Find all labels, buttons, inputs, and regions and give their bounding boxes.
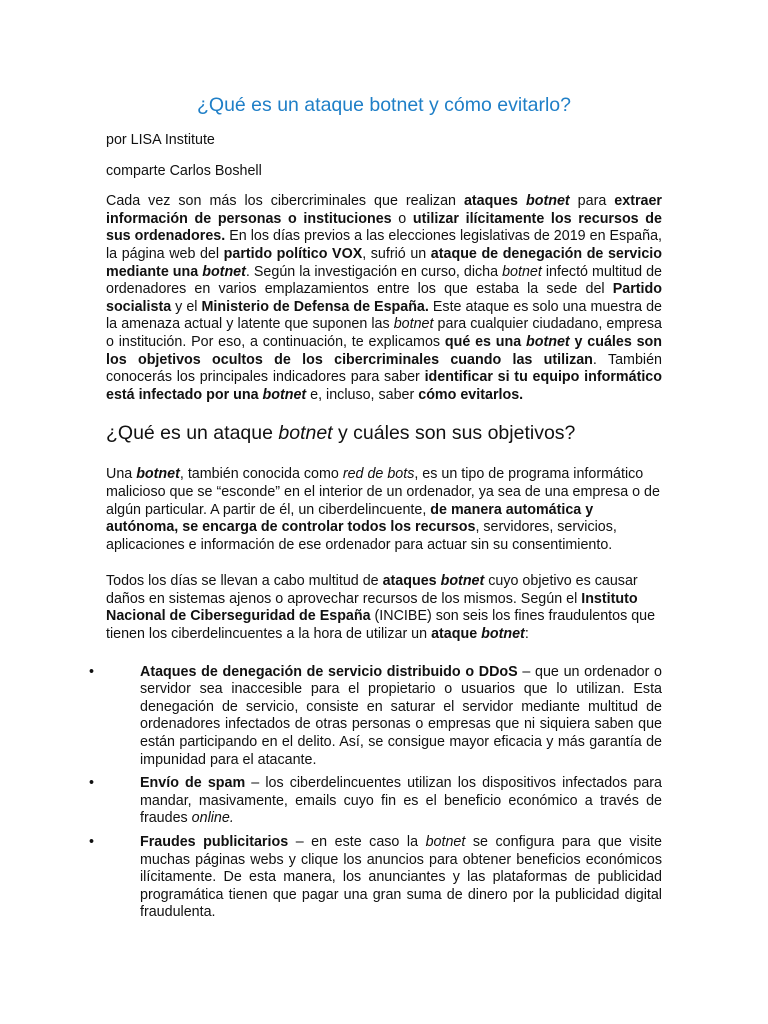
text-run: botnet: [278, 422, 333, 445]
text-run: online.: [191, 810, 234, 827]
byline: por LISA Institute: [106, 132, 215, 148]
text-run: para: [569, 193, 615, 210]
text-run: botnet: [502, 263, 542, 280]
text-run: botnet: [481, 626, 525, 643]
text-run: Cada vez son más los cibercriminales que realizan: [106, 193, 464, 210]
text-run: botnet: [425, 834, 466, 850]
text-run: qué es una: [444, 333, 527, 350]
text-run: (INCIBE) son seis los fines fraudulentos que tienen los ciberdelincuentes a la hora de utilizar un: [106, 608, 656, 643]
text-run: , también conocida como: [179, 466, 343, 483]
text-run: Ministerio de Defensa de España.: [201, 298, 429, 315]
text-run: Una: [106, 466, 137, 483]
bullet-marker: •: [89, 834, 95, 850]
text-run: partido político VOX: [223, 245, 363, 262]
text-run: ¿Qué es un ataque: [106, 422, 279, 445]
text-run: – en este caso la: [288, 834, 426, 850]
text-run: botnet: [440, 573, 485, 590]
text-run: se configura para que visite muchas páginas webs y clique los anuncios para obtener beneficios económicos ilícitamente. De esta manera, los anunciantes y las plataformas de publicidad programática tienen que pagar una gran suma de dinero por la publicidad digital fraudulenta.: [140, 834, 662, 921]
text-run: . También conocerás los principales indicadores para saber: [106, 351, 662, 386]
text-run: Este ataque es solo una muestra de la amenaza actual y latente que suponen las: [106, 298, 663, 333]
text-run: extraer información de personas o instituciones: [106, 193, 662, 227]
text-run: ataque: [431, 626, 482, 643]
text-run: identificar si tu equipo informático está infectado por una: [106, 369, 662, 403]
article-title: ¿Qué es un ataque botnet y cómo evitarlo?: [197, 94, 571, 116]
text-run: y cuáles son los objetivos ocultos de los cibercriminales cuando las utilizan: [106, 333, 662, 368]
text-run: :: [524, 626, 529, 643]
text-run: e, incluso, saber: [306, 386, 419, 403]
list-item: [89, 775, 662, 828]
text-run: red de bots: [342, 466, 415, 483]
text-run: botnet: [526, 333, 570, 350]
list-item-text: [140, 664, 662, 768]
text-run: utilizar ilícitamente los recursos de sus ordenadores.: [106, 210, 662, 245]
list-item-text: [140, 834, 662, 920]
text-run: , servidores, servicios, aplicaciones e información de ese ordenador para actuar sin su consentimiento.: [106, 519, 617, 553]
text-run: , sufrió un: [362, 245, 431, 262]
text-run: ataque de denegación de servicio mediante una: [106, 245, 662, 280]
list-item: [89, 663, 663, 770]
section-heading: [106, 420, 662, 446]
text-run: y el: [171, 298, 202, 315]
text-run: y cuáles son sus objetivos?: [332, 422, 576, 445]
text-run: Partido socialista: [106, 281, 662, 315]
objectives-paragraph: [106, 573, 662, 643]
text-run: Fraudes publicitarios: [140, 834, 289, 850]
bullet-marker: •: [89, 663, 95, 680]
objectives-list: [89, 663, 663, 922]
text-run: ataques: [382, 573, 441, 590]
text-run: En los días previos a las elecciones legislativas de 2019 en España, la página web del: [106, 228, 662, 262]
text-run: para cualquier ciudadano, empresa o institución. Por eso, a continuación, te explicamos: [106, 316, 662, 350]
bullet-marker: •: [89, 775, 95, 792]
text-run: de manera automática y autónoma, se encarga de controlar todos los recursos: [106, 501, 594, 536]
list-item: [89, 834, 662, 922]
text-run: ataques: [463, 193, 526, 210]
text-run: Instituto Nacional de Ciberseguridad de España: [106, 590, 638, 625]
text-run: botnet: [262, 386, 307, 403]
text-run: Envío de spam: [140, 775, 246, 792]
definition-paragraph: [106, 466, 662, 554]
text-run: o: [391, 210, 413, 227]
text-run: cuyo objetivo es causar daños en sistemas ajenos o aprovechar recursos de los mismos. Según el: [106, 573, 638, 607]
text-run: botnet: [526, 193, 570, 210]
text-run: , es un tipo de programa informático malicioso que se “esconde” en el interior de un ordenador, ya sea de una empresa o de algún particular. A partir de él, un ciberdelincuente,: [106, 466, 660, 518]
text-run: botnet: [202, 263, 246, 280]
share-line: comparte Carlos Boshell: [106, 162, 262, 179]
intro-paragraph: [106, 193, 662, 404]
text-run: . Según la investigación en curso, dicha: [245, 263, 503, 280]
list-item-text: [140, 775, 662, 826]
text-run: botnet: [136, 466, 180, 483]
text-run: botnet: [393, 316, 434, 333]
text-run: – los ciberdelincuentes utilizan los dispositivos infectados para mandar, masivamente, emails cuyo fin es el beneficio económico a través de fraudes: [140, 775, 662, 827]
text-run: Todos los días se llevan a cabo multitud de: [106, 573, 383, 590]
text-run: infectó multitud de ordenadores en varios emplazamientos entre los que estaba la sede del: [106, 263, 662, 298]
text-run: Ataques de denegación de servicio distribuido o DDoS: [140, 663, 518, 680]
text-run: cómo evitarlos.: [418, 386, 524, 403]
text-run: – que un ordenador o servidor sea inaccesible para el propietario o usuarios que lo utilizan. Esta denegación de servicio, consiste en saturar el servidor mediante multitud de ordenadores infectados de otras personas o empresas que ni siquiera saben que están participando en el delito. Así, se consigue mayor eficacia y más garantía de impunidad para el atacante.: [140, 663, 663, 768]
